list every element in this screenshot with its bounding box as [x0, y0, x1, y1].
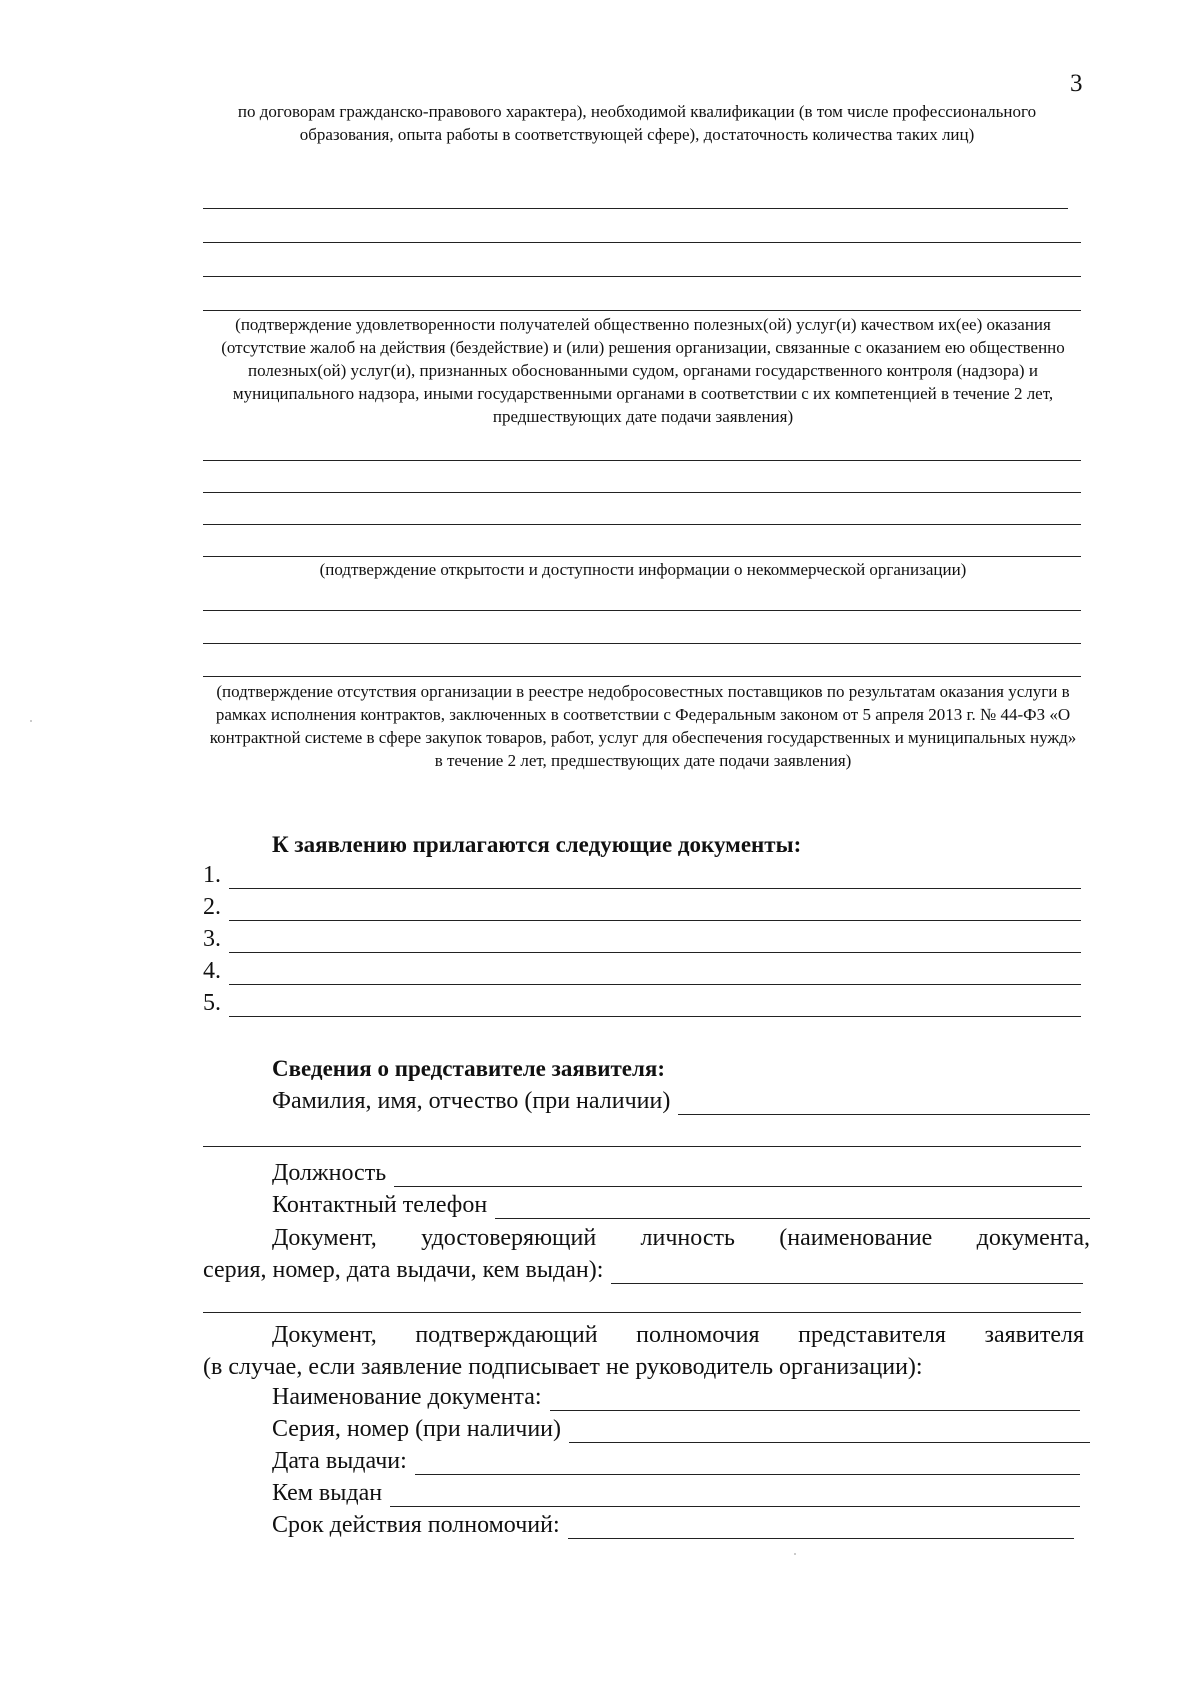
issued-by-input[interactable]	[390, 1484, 1080, 1507]
validity-input[interactable]	[568, 1516, 1074, 1539]
fill-line[interactable]	[203, 242, 1081, 243]
doc-name-field	[272, 1384, 1080, 1411]
issued-by-field	[272, 1480, 1080, 1507]
fill-line[interactable]	[203, 208, 1068, 209]
fill-line[interactable]	[203, 310, 1081, 311]
fill-line[interactable]	[229, 866, 1081, 889]
authority-text-line2: (в случае, если заявление подписывает не руководитель организации):	[203, 1354, 923, 1380]
id-document-label: серия, номер, дата выдачи, кем выдан):	[203, 1257, 604, 1283]
doc-name-label: Наименование документа:	[272, 1384, 542, 1410]
position-field	[272, 1160, 1082, 1187]
note-satisfaction: (подтверждение удовлетворенности получателей общественно полезных(ой) услуг(и) качеством их(ее) оказания (отсутствие жалоб на действия (бездействие) и (или) решения организации, связанные с оказанием ею общественно полезных(ой) услуг(и), признанных обоснованными судом, органами государственного контроля (надзора) и муниципального надзора, иными государственными органами в соответствии с их компетенцией в течение 2 лет, предшествующих дате подачи заявления)	[221, 315, 1065, 426]
series-label: Серия, номер (при наличии)	[272, 1416, 562, 1442]
note-qualification: по договорам гражданско-правового характера), необходимой квалификации (в том числе профессионального образования, опыта работы в соответствующей сфере), достаточность количества таких лиц)	[237, 102, 1037, 144]
position-input[interactable]	[394, 1164, 1082, 1187]
doc-name-input[interactable]	[550, 1388, 1080, 1411]
fill-line[interactable]	[203, 1146, 1081, 1147]
full-name-field	[272, 1088, 1090, 1115]
fill-line[interactable]	[203, 610, 1081, 611]
id-document-text-line1: Документ, удостоверяющий личность (наименование документа,	[272, 1225, 1090, 1251]
id-document-field	[203, 1257, 1083, 1284]
attachment-item-3	[203, 926, 1081, 953]
fill-line[interactable]	[203, 524, 1081, 525]
validity-label: Срок действия полномочий:	[272, 1512, 560, 1538]
attachment-number: 4.	[203, 958, 221, 984]
full-name-input[interactable]	[678, 1092, 1090, 1115]
series-field	[272, 1416, 1090, 1443]
attachment-number: 2.	[203, 894, 221, 920]
attachment-item-4	[203, 958, 1081, 985]
attachment-item-1	[203, 862, 1081, 889]
attachment-number: 3.	[203, 926, 221, 952]
fill-line[interactable]	[229, 994, 1081, 1017]
page-number: 3	[1070, 70, 1083, 97]
phone-field	[272, 1192, 1090, 1219]
attachment-number: 1.	[203, 862, 221, 888]
fill-line[interactable]	[203, 460, 1081, 461]
attachment-item-2	[203, 894, 1081, 921]
fill-line[interactable]	[229, 930, 1081, 953]
phone-label: Контактный телефон	[272, 1192, 488, 1218]
fill-line[interactable]	[229, 898, 1081, 921]
fill-line[interactable]	[203, 1312, 1081, 1313]
fill-line[interactable]	[203, 556, 1081, 557]
fill-line[interactable]	[203, 643, 1081, 644]
position-label: Должность	[272, 1160, 387, 1186]
attachment-number: 5.	[203, 990, 221, 1016]
full-name-label: Фамилия, имя, отчество (при наличии)	[272, 1088, 671, 1114]
authority-text-line1: Документ, подтверждающий полномочия представителя заявителя	[272, 1322, 1084, 1348]
validity-field	[272, 1512, 1074, 1539]
fill-line[interactable]	[203, 676, 1081, 677]
issue-date-input[interactable]	[415, 1452, 1080, 1475]
series-input[interactable]	[569, 1420, 1090, 1443]
attachments-heading: К заявлению прилагаются следующие документы:	[272, 832, 802, 857]
representative-heading: Сведения о представителе заявителя:	[272, 1056, 666, 1081]
issue-date-label: Дата выдачи:	[272, 1448, 407, 1474]
fill-line[interactable]	[203, 492, 1081, 493]
issued-by-label: Кем выдан	[272, 1480, 383, 1506]
phone-input[interactable]	[495, 1196, 1090, 1219]
issue-date-field	[272, 1448, 1080, 1475]
note-openness: (подтверждение открытости и доступности информации о некоммерческой организации)	[319, 560, 967, 579]
id-document-input[interactable]	[611, 1261, 1083, 1284]
scan-speck	[794, 1553, 796, 1555]
attachment-item-5	[203, 990, 1081, 1017]
scan-speck	[30, 720, 32, 722]
fill-line[interactable]	[203, 276, 1081, 277]
fill-line[interactable]	[229, 962, 1081, 985]
note-registry: (подтверждение отсутствия организации в реестре недобросовестных поставщиков по результатам оказания услуги в рамках исполнения контрактов, заключенных в соответствии с Федеральным законом от 5 апреля 2013 г. № 44-ФЗ «О контрактной системе в сфере закупок товаров, работ, услуг для обеспечения государственных и муниципальных нужд» в течение 2 лет, предшествующих дате подачи заявления)	[209, 682, 1077, 770]
